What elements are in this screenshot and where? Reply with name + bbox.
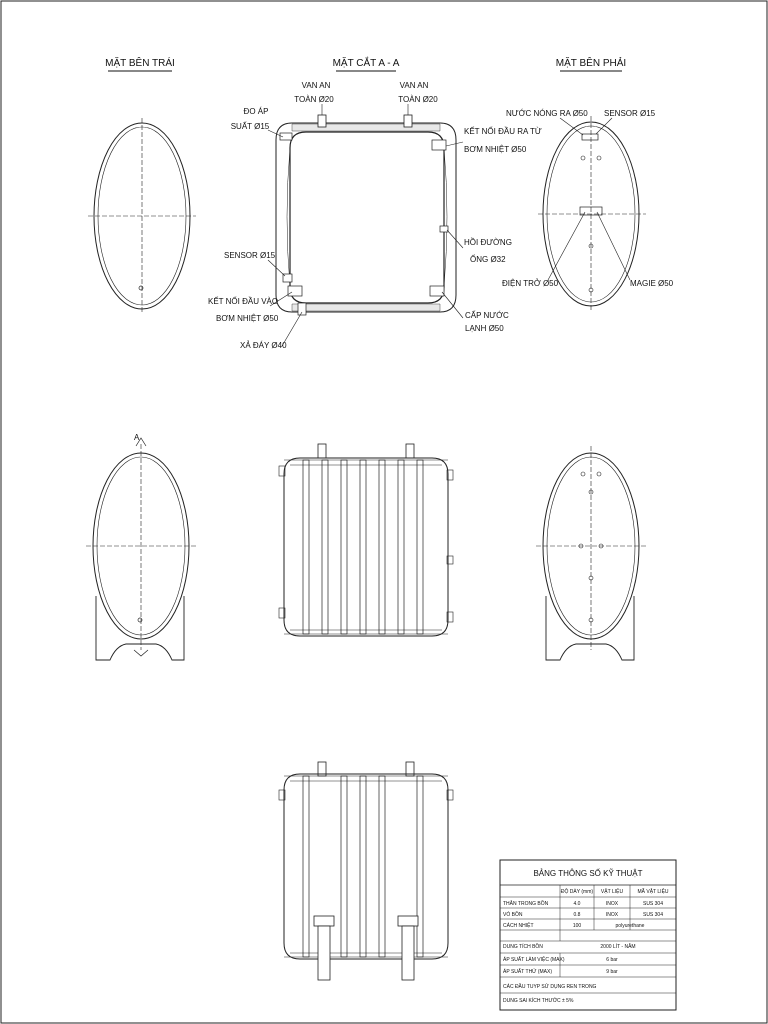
spec-row-3-name: CÁCH NHIỆT	[503, 923, 534, 929]
section-mark-arrow-bottom	[134, 650, 148, 656]
left-stand-saddle	[96, 596, 184, 660]
spec-work-pressure-label: ÁP SUẤT LÀM VIỆC (MAX)	[503, 957, 565, 963]
spec-header-material: VẬT LIỆU	[600, 889, 624, 895]
spec-test-pressure-value: 9 bar	[606, 969, 618, 975]
spec-note-1: CÁC ĐẦU TUYP SỬ DỤNG REN TRONG	[503, 984, 597, 990]
spec-header-code: MÃ VẬT LIỆU	[637, 889, 669, 895]
left-end-view-with-stand	[86, 438, 196, 660]
right-stand-port-2	[597, 472, 601, 476]
pressure-gauge-label-line1: ĐO ÁP	[243, 107, 269, 116]
right-view-title: MẶT BÊN PHẢI	[555, 58, 627, 69]
right-stand-saddle	[546, 596, 634, 660]
hot-out-label: NƯỚC NÓNG RA Ø50	[506, 109, 588, 118]
front-top-nozzle-1	[318, 444, 326, 458]
spec-row-1-material: INOX	[605, 901, 619, 907]
sheet-border	[1, 1, 767, 1023]
spec-test-pressure-label: ÁP SUẤT THỬ (MAX)	[503, 969, 553, 975]
pressure-gauge-label-line2: SUẤT Ø15	[230, 122, 270, 131]
left-view-title: MẶT BÊN TRÁI	[105, 58, 175, 69]
spec-note-2: DUNG SAI KÍCH THƯỚC ± 5%	[503, 998, 574, 1004]
spec-capacity-label: DUNG TÍCH BỒN	[503, 944, 543, 950]
spec-row-3-material: polyurethane	[615, 923, 645, 929]
section-view	[268, 104, 463, 346]
heat-pump-in-label-line2: BƠM NHIỆT Ø50	[216, 314, 279, 323]
spec-work-pressure-value: 6 bar	[606, 957, 618, 963]
front-bands	[303, 460, 423, 634]
bottom-left-leg	[318, 926, 330, 980]
bottom-elevation-view	[279, 762, 453, 980]
section-outer-shell	[276, 123, 456, 312]
right-view-port-1	[581, 156, 585, 160]
right-stand-port-1	[581, 472, 585, 476]
spec-table-title: BẢNG THÔNG SỐ KỸ THUẬT	[533, 869, 643, 878]
spec-capacity-value: 2000 LÍT - NẰM	[600, 944, 636, 950]
right-end-view-with-stand	[536, 446, 646, 660]
spec-row-2-thickness: 0.8	[573, 912, 581, 918]
safety-valve-1-label-line1: VAN AN	[301, 81, 331, 90]
spec-row-2-code: SUS 304	[642, 912, 664, 918]
section-inner-tank	[290, 132, 444, 303]
spec-row-3-thickness: 100	[572, 923, 582, 929]
bottom-right-leg-plate	[398, 916, 418, 926]
spec-header-thickness: ĐỘ DÀY (mm)	[560, 889, 594, 895]
bottom-right-leg	[402, 926, 414, 980]
section-heat-pump-out-nozzle	[432, 140, 446, 150]
left-view-bottom-port	[139, 286, 143, 290]
spec-row-1-thickness: 4.0	[573, 901, 581, 907]
safety-valve-1-label-line2: TOÀN Ø20	[294, 95, 334, 104]
section-mark-letter: A	[134, 433, 140, 442]
spec-row-2-material: INOX	[605, 912, 619, 918]
spec-table	[500, 860, 676, 1010]
front-top-nozzle-2	[406, 444, 414, 458]
right-view-hot-out-port	[582, 134, 598, 140]
right-view-port-2	[597, 156, 601, 160]
section-view-title: MẶT CẮT A - A	[332, 58, 400, 69]
sensor-right-label: SENSOR Ø15	[604, 109, 656, 118]
bottom-left-leg-plate	[314, 916, 334, 926]
safety-valve-2-label-line1: VAN AN	[399, 81, 429, 90]
heat-pump-out-label-line1: KẾT NỐI ĐẦU RA TỪ	[464, 127, 542, 136]
section-return-line-nozzle	[440, 226, 448, 232]
safety-valve-2-label-line2: TOÀN Ø20	[398, 95, 438, 104]
return-line-label-line2: ỐNG Ø32	[470, 255, 506, 264]
section-safety-valve-2-nozzle	[404, 115, 412, 127]
cold-supply-label-line1: CẤP NƯỚC	[465, 311, 509, 320]
left-stand-bottom-port	[138, 618, 142, 622]
return-line-label-line1: HỒI ĐƯỜNG	[464, 238, 512, 247]
heater-label: ĐIỆN TRỞ Ø50	[502, 279, 559, 288]
section-drain-nozzle	[298, 303, 306, 315]
drain-label: XẢ ĐÁY Ø40	[240, 341, 287, 350]
spec-row-1-name: THÂN TRONG BỒN	[503, 901, 549, 907]
view-titles	[105, 56, 626, 71]
sensor-left-label: SENSOR Ø15	[224, 251, 276, 260]
section-heat-pump-in-nozzle	[288, 286, 302, 296]
section-insulation-bottom	[292, 304, 440, 311]
magnesium-label: MAGIE Ø50	[630, 279, 674, 288]
spec-row-2-name: VỎ BỒN	[503, 912, 523, 918]
left-side-view	[88, 118, 196, 314]
right-view-leader-lines	[548, 118, 630, 280]
front-elevation-view	[279, 444, 453, 636]
section-safety-valve-1-nozzle	[318, 115, 326, 127]
section-insulation-top	[292, 124, 440, 131]
heat-pump-in-label-line1: KẾT NỐI ĐẦU VÀO	[208, 297, 279, 306]
spec-row-1-code: SUS 304	[642, 901, 664, 907]
cold-supply-label-line2: LẠNH Ø50	[465, 324, 504, 333]
section-cold-supply-nozzle	[430, 286, 444, 296]
heat-pump-out-label-line2: BƠM NHIỆT Ø50	[464, 145, 527, 154]
